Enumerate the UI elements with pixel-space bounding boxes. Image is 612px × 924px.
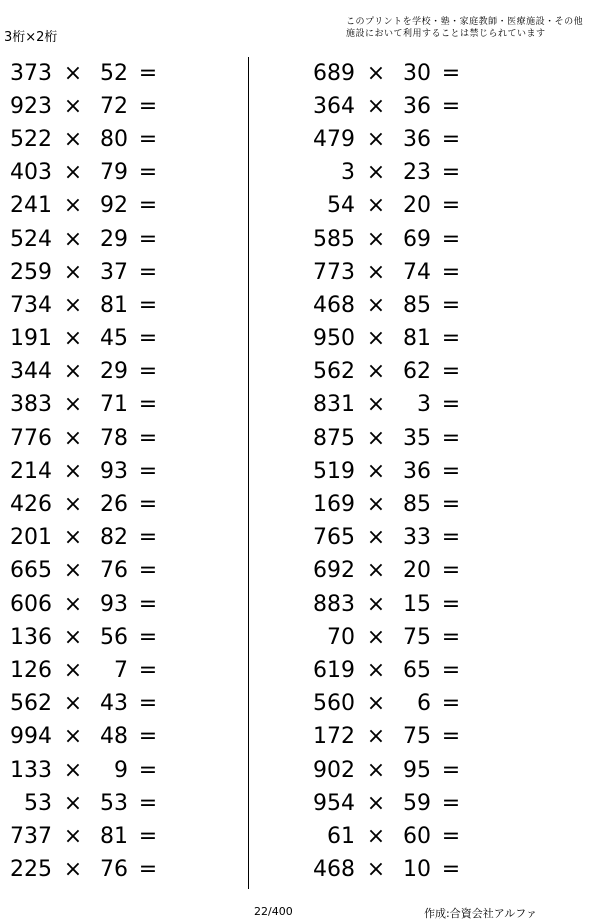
multiplicand: 201 (10, 525, 52, 551)
times-sign: × (366, 624, 386, 650)
times-sign: × (63, 392, 83, 418)
problem-row (309, 688, 471, 721)
multiplicand: 560 (313, 691, 355, 717)
equals-sign: = (441, 425, 461, 451)
multiplicand: 468 (313, 857, 355, 883)
multiplicand: 383 (10, 392, 52, 418)
equals-sign: = (138, 392, 158, 418)
multiplicand: 241 (10, 193, 52, 219)
times-sign: × (63, 823, 83, 849)
multiplier: 36 (403, 93, 431, 119)
problem-row (309, 289, 471, 322)
multiplier: 26 (100, 492, 128, 518)
multiplier: 37 (100, 259, 128, 285)
multiplicand: 3 (341, 160, 355, 186)
problem-row (6, 256, 168, 289)
problem-row (309, 323, 471, 356)
worksheet-title: 3桁×2桁 (4, 30, 58, 45)
times-sign: × (63, 359, 83, 385)
equals-sign: = (138, 823, 158, 849)
multiplier: 93 (100, 458, 128, 484)
multiplier: 85 (403, 292, 431, 318)
problem-row (309, 654, 471, 687)
times-sign: × (63, 624, 83, 650)
times-sign: × (366, 492, 386, 518)
usage-notice (346, 16, 608, 40)
equals-sign: = (138, 492, 158, 518)
times-sign: × (63, 525, 83, 551)
times-sign: × (63, 757, 83, 783)
times-sign: × (63, 160, 83, 186)
multiplier: 30 (403, 60, 431, 86)
problem-row (309, 356, 471, 389)
multiplier: 9 (114, 757, 128, 783)
equals-sign: = (441, 757, 461, 783)
times-sign: × (366, 558, 386, 584)
equals-sign: = (138, 226, 158, 252)
times-sign: × (366, 226, 386, 252)
times-sign: × (366, 757, 386, 783)
multiplier: 36 (403, 126, 431, 152)
multiplier: 95 (403, 757, 431, 783)
equals-sign: = (441, 392, 461, 418)
problem-row (309, 389, 471, 422)
problem-row (6, 688, 168, 721)
equals-sign: = (138, 292, 158, 318)
equals-sign: = (138, 558, 158, 584)
multiplier: 82 (100, 525, 128, 551)
multiplier: 48 (100, 724, 128, 750)
equals-sign: = (138, 591, 158, 617)
problem-row (309, 190, 471, 223)
equals-sign: = (441, 857, 461, 883)
notice-line-1: このプリントを学校・塾・家庭教師・医療施設・その他 (346, 17, 584, 27)
problem-row (309, 754, 471, 787)
multiplier: 3 (417, 392, 431, 418)
equals-sign: = (138, 790, 158, 816)
multiplicand: 585 (313, 226, 355, 252)
page-number: 22/400 (254, 905, 293, 918)
problem-row (6, 389, 168, 422)
left-problem-column (6, 57, 168, 887)
multiplicand: 524 (10, 226, 52, 252)
multiplicand: 344 (10, 359, 52, 385)
times-sign: × (366, 425, 386, 451)
multiplier: 81 (403, 326, 431, 352)
times-sign: × (63, 790, 83, 816)
equals-sign: = (441, 126, 461, 152)
equals-sign: = (138, 193, 158, 219)
problem-row (6, 621, 168, 654)
problem-row (309, 57, 471, 90)
problem-row (6, 455, 168, 488)
multiplicand: 54 (327, 193, 355, 219)
equals-sign: = (138, 326, 158, 352)
equals-sign: = (138, 126, 158, 152)
equals-sign: = (138, 857, 158, 883)
problem-row (6, 820, 168, 853)
times-sign: × (366, 193, 386, 219)
problem-row (6, 588, 168, 621)
multiplicand: 426 (10, 492, 52, 518)
times-sign: × (366, 724, 386, 750)
problem-row (309, 621, 471, 654)
multiplier: 33 (403, 525, 431, 551)
multiplicand: 169 (313, 492, 355, 518)
times-sign: × (366, 857, 386, 883)
equals-sign: = (441, 226, 461, 252)
equals-sign: = (138, 757, 158, 783)
multiplicand: 136 (10, 624, 52, 650)
multiplicand: 765 (313, 525, 355, 551)
times-sign: × (366, 259, 386, 285)
times-sign: × (63, 857, 83, 883)
problem-row (309, 555, 471, 588)
times-sign: × (366, 60, 386, 86)
multiplier: 53 (100, 790, 128, 816)
times-sign: × (63, 226, 83, 252)
times-sign: × (63, 591, 83, 617)
equals-sign: = (441, 691, 461, 717)
multiplicand: 562 (10, 691, 52, 717)
times-sign: × (63, 492, 83, 518)
equals-sign: = (138, 160, 158, 186)
multiplicand: 831 (313, 392, 355, 418)
equals-sign: = (138, 60, 158, 86)
problem-row (309, 854, 471, 887)
problem-row (309, 522, 471, 555)
times-sign: × (366, 292, 386, 318)
notice-line-2: 施設において利用することは禁じられています (346, 29, 546, 39)
multiplier: 59 (403, 790, 431, 816)
multiplicand: 259 (10, 259, 52, 285)
multiplier: 75 (403, 624, 431, 650)
equals-sign: = (441, 160, 461, 186)
multiplicand: 692 (313, 558, 355, 584)
multiplier: 72 (100, 93, 128, 119)
times-sign: × (63, 60, 83, 86)
equals-sign: = (441, 326, 461, 352)
problem-row (6, 787, 168, 820)
problem-row (6, 854, 168, 887)
equals-sign: = (441, 458, 461, 484)
multiplicand: 364 (313, 93, 355, 119)
equals-sign: = (138, 724, 158, 750)
multiplier: 45 (100, 326, 128, 352)
equals-sign: = (138, 458, 158, 484)
multiplier: 35 (403, 425, 431, 451)
multiplier: 52 (100, 60, 128, 86)
times-sign: × (366, 160, 386, 186)
times-sign: × (366, 93, 386, 119)
equals-sign: = (441, 525, 461, 551)
equals-sign: = (441, 259, 461, 285)
equals-sign: = (441, 93, 461, 119)
problem-row (6, 289, 168, 322)
multiplicand: 172 (313, 724, 355, 750)
problem-row (6, 754, 168, 787)
equals-sign: = (441, 359, 461, 385)
multiplicand: 923 (10, 93, 52, 119)
problem-row (6, 356, 168, 389)
problem-row (309, 588, 471, 621)
multiplicand: 619 (313, 657, 355, 683)
multiplicand: 403 (10, 160, 52, 186)
multiplier: 76 (100, 857, 128, 883)
multiplicand: 133 (10, 757, 52, 783)
times-sign: × (63, 93, 83, 119)
multiplicand: 737 (10, 823, 52, 849)
times-sign: × (366, 392, 386, 418)
multiplier: 10 (403, 857, 431, 883)
equals-sign: = (441, 558, 461, 584)
problem-row (309, 422, 471, 455)
times-sign: × (63, 292, 83, 318)
equals-sign: = (441, 657, 461, 683)
multiplier: 29 (100, 359, 128, 385)
multiplier: 56 (100, 624, 128, 650)
multiplier: 20 (403, 558, 431, 584)
multiplier: 79 (100, 160, 128, 186)
multiplier: 23 (403, 160, 431, 186)
author-credit: 作成:合資会社アルファ (424, 907, 538, 920)
multiplier: 80 (100, 126, 128, 152)
multiplicand: 519 (313, 458, 355, 484)
multiplier: 81 (100, 823, 128, 849)
problem-row (6, 157, 168, 190)
multiplicand: 773 (313, 259, 355, 285)
times-sign: × (63, 691, 83, 717)
problem-row (309, 90, 471, 123)
multiplicand: 994 (10, 724, 52, 750)
multiplier: 76 (100, 558, 128, 584)
multiplier: 78 (100, 425, 128, 451)
equals-sign: = (441, 790, 461, 816)
times-sign: × (366, 359, 386, 385)
equals-sign: = (441, 823, 461, 849)
problem-row (6, 654, 168, 687)
multiplicand: 902 (313, 757, 355, 783)
multiplicand: 875 (313, 425, 355, 451)
equals-sign: = (138, 359, 158, 385)
multiplier: 65 (403, 657, 431, 683)
multiplier: 71 (100, 392, 128, 418)
multiplicand: 522 (10, 126, 52, 152)
times-sign: × (63, 724, 83, 750)
times-sign: × (63, 193, 83, 219)
problem-row (6, 522, 168, 555)
multiplier: 29 (100, 226, 128, 252)
multiplier: 60 (403, 823, 431, 849)
problem-row (309, 820, 471, 853)
times-sign: × (63, 326, 83, 352)
equals-sign: = (441, 724, 461, 750)
multiplicand: 373 (10, 60, 52, 86)
multiplicand: 689 (313, 60, 355, 86)
multiplicand: 214 (10, 458, 52, 484)
equals-sign: = (138, 93, 158, 119)
times-sign: × (366, 525, 386, 551)
multiplicand: 665 (10, 558, 52, 584)
multiplier: 85 (403, 492, 431, 518)
problem-row (6, 123, 168, 156)
problem-row (309, 488, 471, 521)
problem-row (6, 223, 168, 256)
problem-row (309, 721, 471, 754)
multiplier: 43 (100, 691, 128, 717)
multiplicand: 53 (24, 790, 52, 816)
multiplier: 75 (403, 724, 431, 750)
multiplicand: 950 (313, 326, 355, 352)
equals-sign: = (441, 60, 461, 86)
problem-row (309, 787, 471, 820)
multiplicand: 562 (313, 359, 355, 385)
problem-row (309, 157, 471, 190)
multiplicand: 126 (10, 657, 52, 683)
problem-row (309, 123, 471, 156)
times-sign: × (366, 458, 386, 484)
times-sign: × (366, 326, 386, 352)
times-sign: × (63, 458, 83, 484)
times-sign: × (366, 657, 386, 683)
problem-row (309, 256, 471, 289)
times-sign: × (63, 126, 83, 152)
equals-sign: = (138, 657, 158, 683)
equals-sign: = (441, 591, 461, 617)
equals-sign: = (138, 691, 158, 717)
multiplicand: 883 (313, 591, 355, 617)
multiplicand: 225 (10, 857, 52, 883)
multiplier: 81 (100, 292, 128, 318)
times-sign: × (63, 558, 83, 584)
multiplicand: 61 (327, 823, 355, 849)
problem-row (6, 422, 168, 455)
multiplier: 20 (403, 193, 431, 219)
times-sign: × (366, 591, 386, 617)
problem-row (6, 57, 168, 90)
problem-row (6, 190, 168, 223)
multiplier: 92 (100, 193, 128, 219)
problem-row (6, 721, 168, 754)
multiplier: 74 (403, 259, 431, 285)
equals-sign: = (138, 259, 158, 285)
column-divider (248, 57, 249, 889)
multiplicand: 479 (313, 126, 355, 152)
multiplicand: 734 (10, 292, 52, 318)
multiplicand: 191 (10, 326, 52, 352)
equals-sign: = (441, 292, 461, 318)
equals-sign: = (138, 525, 158, 551)
times-sign: × (366, 691, 386, 717)
times-sign: × (366, 126, 386, 152)
equals-sign: = (138, 425, 158, 451)
equals-sign: = (441, 193, 461, 219)
multiplier: 62 (403, 359, 431, 385)
problem-row (6, 555, 168, 588)
multiplier: 6 (417, 691, 431, 717)
problem-row (6, 323, 168, 356)
problem-row (309, 455, 471, 488)
multiplicand: 776 (10, 425, 52, 451)
multiplicand: 606 (10, 591, 52, 617)
multiplier: 15 (403, 591, 431, 617)
multiplier: 93 (100, 591, 128, 617)
multiplicand: 70 (327, 624, 355, 650)
equals-sign: = (138, 624, 158, 650)
problem-row (6, 488, 168, 521)
times-sign: × (366, 823, 386, 849)
times-sign: × (366, 790, 386, 816)
multiplicand: 954 (313, 790, 355, 816)
problem-row (309, 223, 471, 256)
times-sign: × (63, 657, 83, 683)
equals-sign: = (441, 624, 461, 650)
problem-row (6, 90, 168, 123)
multiplier: 7 (114, 657, 128, 683)
multiplier: 36 (403, 458, 431, 484)
times-sign: × (63, 259, 83, 285)
right-problem-column (309, 57, 471, 887)
equals-sign: = (441, 492, 461, 518)
multiplicand: 468 (313, 292, 355, 318)
times-sign: × (63, 425, 83, 451)
multiplier: 69 (403, 226, 431, 252)
